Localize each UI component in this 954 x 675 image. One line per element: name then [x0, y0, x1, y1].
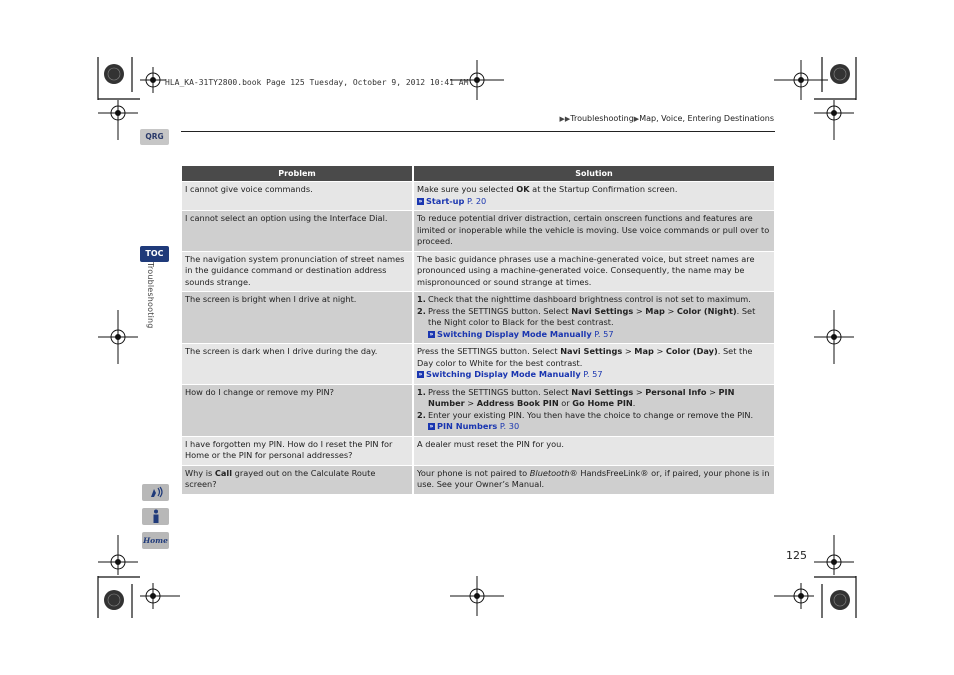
breadcrumb-section[interactable]: Troubleshooting	[570, 114, 634, 123]
problem-header: Problem	[182, 166, 413, 182]
table-row	[182, 211, 774, 252]
breadcrumb-arrow-icon: ▶	[633, 115, 640, 123]
table-row	[182, 344, 774, 385]
home-icon: Home	[143, 536, 168, 545]
table-row	[182, 292, 774, 344]
problem-cell: The navigation system pronunciation of street names in the guidance command or destination address sounds strange.	[182, 251, 413, 292]
problem-cell: I cannot select an option using the Interface Dial.	[182, 211, 413, 252]
section-label: Troubleshooting	[146, 262, 155, 329]
display-mode-link[interactable]: » Switching Display Mode Manually P. 57	[418, 369, 603, 379]
problem-cell: How do I change or remove my PIN?	[182, 384, 413, 436]
problem-cell: The screen is bright when I drive at night.	[182, 292, 413, 344]
troubleshooting-table	[182, 166, 774, 494]
voice-command-icon	[146, 484, 166, 501]
qrg-button[interactable]: QRG	[140, 129, 169, 145]
breadcrumb-arrow-icon: ▶▶	[559, 115, 571, 123]
solution-cell: Make sure you selected OK at the Startup Confirmation screen. » Start-up P. 20	[413, 182, 774, 211]
display-mode-link[interactable]: » Switching Display Mode Manually P. 57	[429, 328, 614, 339]
solution-cell: Press the SETTINGS button. Select Navi Settings > Map > Color (Day). Set the Day color to White for the best contrast. » Switching Display Mode Manually P. 57	[413, 344, 774, 385]
problem-cell: Why is Call grayed out on the Calculate Route screen?	[182, 465, 413, 494]
solution-header: Solution	[413, 166, 774, 182]
solution-cell: To reduce potential driver distraction, certain onscreen functions and features are limited or inoperable while the vehicle is moving. Use voice commands or pull over to proceed.	[413, 211, 774, 252]
table-row	[182, 251, 774, 292]
solution-cell: The basic guidance phrases use a machine-generated voice, but street names are pronounced using a machine-generated voice. Consequently, the name may be mispronounced or sound strange at times.	[413, 251, 774, 292]
voice-command-button[interactable]	[142, 484, 169, 501]
solution-cell: 1. Check that the nighttime dashboard brightness control is not set to maximum. 2. Press the SETTINGS button. Select Navi Settings > Map > Color (Night). Set the Night color to Black for the best contrast. » Switching Display Mode Manually P. 57	[413, 292, 774, 344]
info-icon	[146, 508, 166, 525]
page-number: 125	[786, 549, 807, 562]
problem-cell: The screen is dark when I drive during the day.	[182, 344, 413, 385]
toc-button[interactable]: TOC	[140, 246, 169, 262]
home-button[interactable]	[142, 532, 169, 549]
link-arrow-icon: »	[418, 371, 423, 378]
link-arrow-icon: »	[429, 423, 434, 430]
table-row	[182, 182, 774, 211]
header-rule	[181, 131, 775, 132]
solution-cell: Your phone is not paired to Bluetooth® HandsFreeLink® or, if paired, your phone is in use. See your Owner’s Manual.	[413, 465, 774, 494]
solution-cell: 1. Press the SETTINGS button. Select Navi Settings > Personal Info > PIN Number > Address Book PIN or Go Home PIN. 2. Enter your existing PIN. You then have the choice to change or remove the PIN. » PIN Numbers P. 30	[413, 384, 774, 436]
link-arrow-icon: »	[418, 197, 423, 205]
solution-cell: A dealer must reset the PIN for you.	[413, 436, 774, 465]
link-arrow-icon: »	[429, 330, 434, 338]
pin-numbers-link[interactable]: » PIN Numbers P. 30	[429, 421, 520, 431]
info-button[interactable]	[142, 508, 169, 525]
print-header: HLA_KA-31TY2800.book Page 125 Tuesday, October 9, 2012 10:41 AM	[165, 78, 469, 87]
table-row	[182, 384, 774, 436]
problem-cell: I cannot give voice commands.	[182, 182, 413, 211]
table-row	[182, 436, 774, 465]
breadcrumb	[559, 114, 774, 123]
start-up-link[interactable]: » Start-up P. 20	[418, 195, 487, 206]
table-row	[182, 465, 774, 494]
problem-cell: I have forgotten my PIN. How do I reset the PIN for Home or the PIN for personal addresses?	[182, 436, 413, 465]
breadcrumb-topic[interactable]: Map, Voice, Entering Destinations	[639, 114, 774, 123]
